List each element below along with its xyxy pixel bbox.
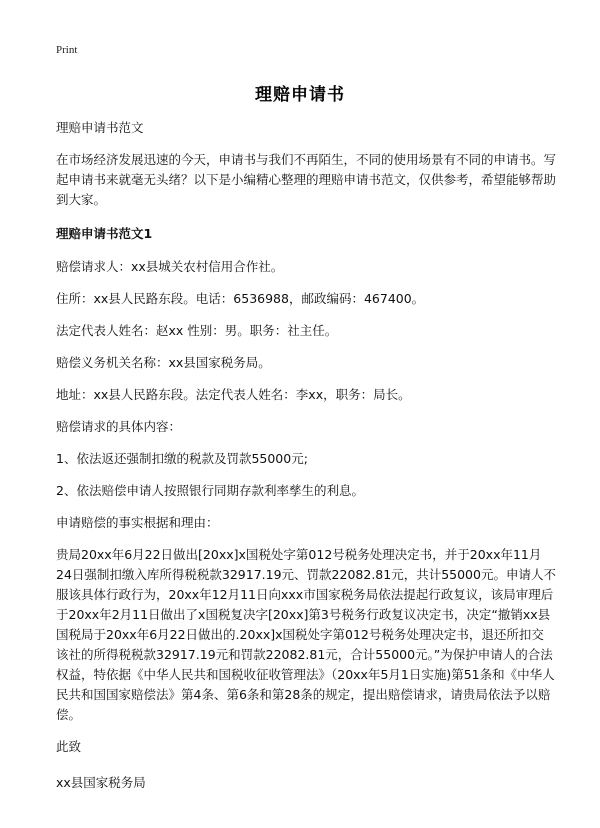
request-item-2: 2、依法赔偿申请人按照银行同期存款利率孳生的利息。 — [56, 483, 364, 498]
section-heading: 理赔申请书范文1 — [56, 226, 153, 241]
address-line: 住所：xx县人民路东段。电话：6536988，邮政编码：467400。 — [56, 291, 425, 306]
closing-line: 此致 — [56, 739, 82, 754]
document-subtitle: 理赔申请书范文 — [56, 120, 144, 135]
legal-rep-line: 法定代表人姓名：赵xx 性别：男。职务：社主任。 — [56, 323, 338, 338]
facts-heading: 申请赔偿的事实根据和理由： — [56, 515, 219, 530]
recipient-line: xx县国家税务局 — [56, 775, 146, 790]
requests-heading: 赔偿请求的具体内容： — [56, 419, 182, 434]
obligor-address-line: 地址：xx县人民路东段。法定代表人姓名：李xx，职务：局长。 — [56, 387, 411, 402]
facts-paragraph: 贵局20xx年6月22日做出[20xx]x国税处字第012号税务处理决定书，并于20xx年11月24日强制扣缴入库所得税税款32917.19元、罚款22082.81元，共计55000元。申请人不服该具体行政行为，20xx年12月11日向xxx市国家税务局依法提起行政复议，该局审理后于20xx年2月11日做出了x国税复决字[20xx]第3号税务行政复议决定书，决定“撤销xx县国税局于20xx年6月22日做出的.20xx]x国税处字第012号税务处理决定书，退还所扣交该社的所得税税款32917.19元和罚款22082.81元，合计55000元。”为保护申请人的合法权益，特依据《中华人民共和国税收征收管理法》（20xx年5月1日实施)第51条和《中华人民共和国国家赔偿法》第4条、第6条和第28条的规定，提出赔偿请求，请贵局依法予以赔偿。 — [56, 547, 556, 722]
intro-paragraph: 在市场经济发展迅速的今天，申请书与我们不再陌生，不同的使用场景有不同的申请书。写起申请书来就毫无头绪？以下是小编精心整理的理赔申请书范文，仅供参考，希望能够帮助到大家。 — [56, 152, 557, 207]
print-label[interactable]: Print — [56, 44, 78, 56]
document-body — [56, 118, 556, 793]
page-title: 理赔申请书 — [255, 85, 345, 105]
claimant-line: 赔偿请求人：xx县城关农村信用合作社。 — [56, 259, 284, 274]
obligor-line: 赔偿义务机关名称：xx县国家税务局。 — [56, 355, 271, 370]
request-item-1: 1、依法返还强制扣缴的税款及罚款55000元; — [56, 451, 308, 466]
